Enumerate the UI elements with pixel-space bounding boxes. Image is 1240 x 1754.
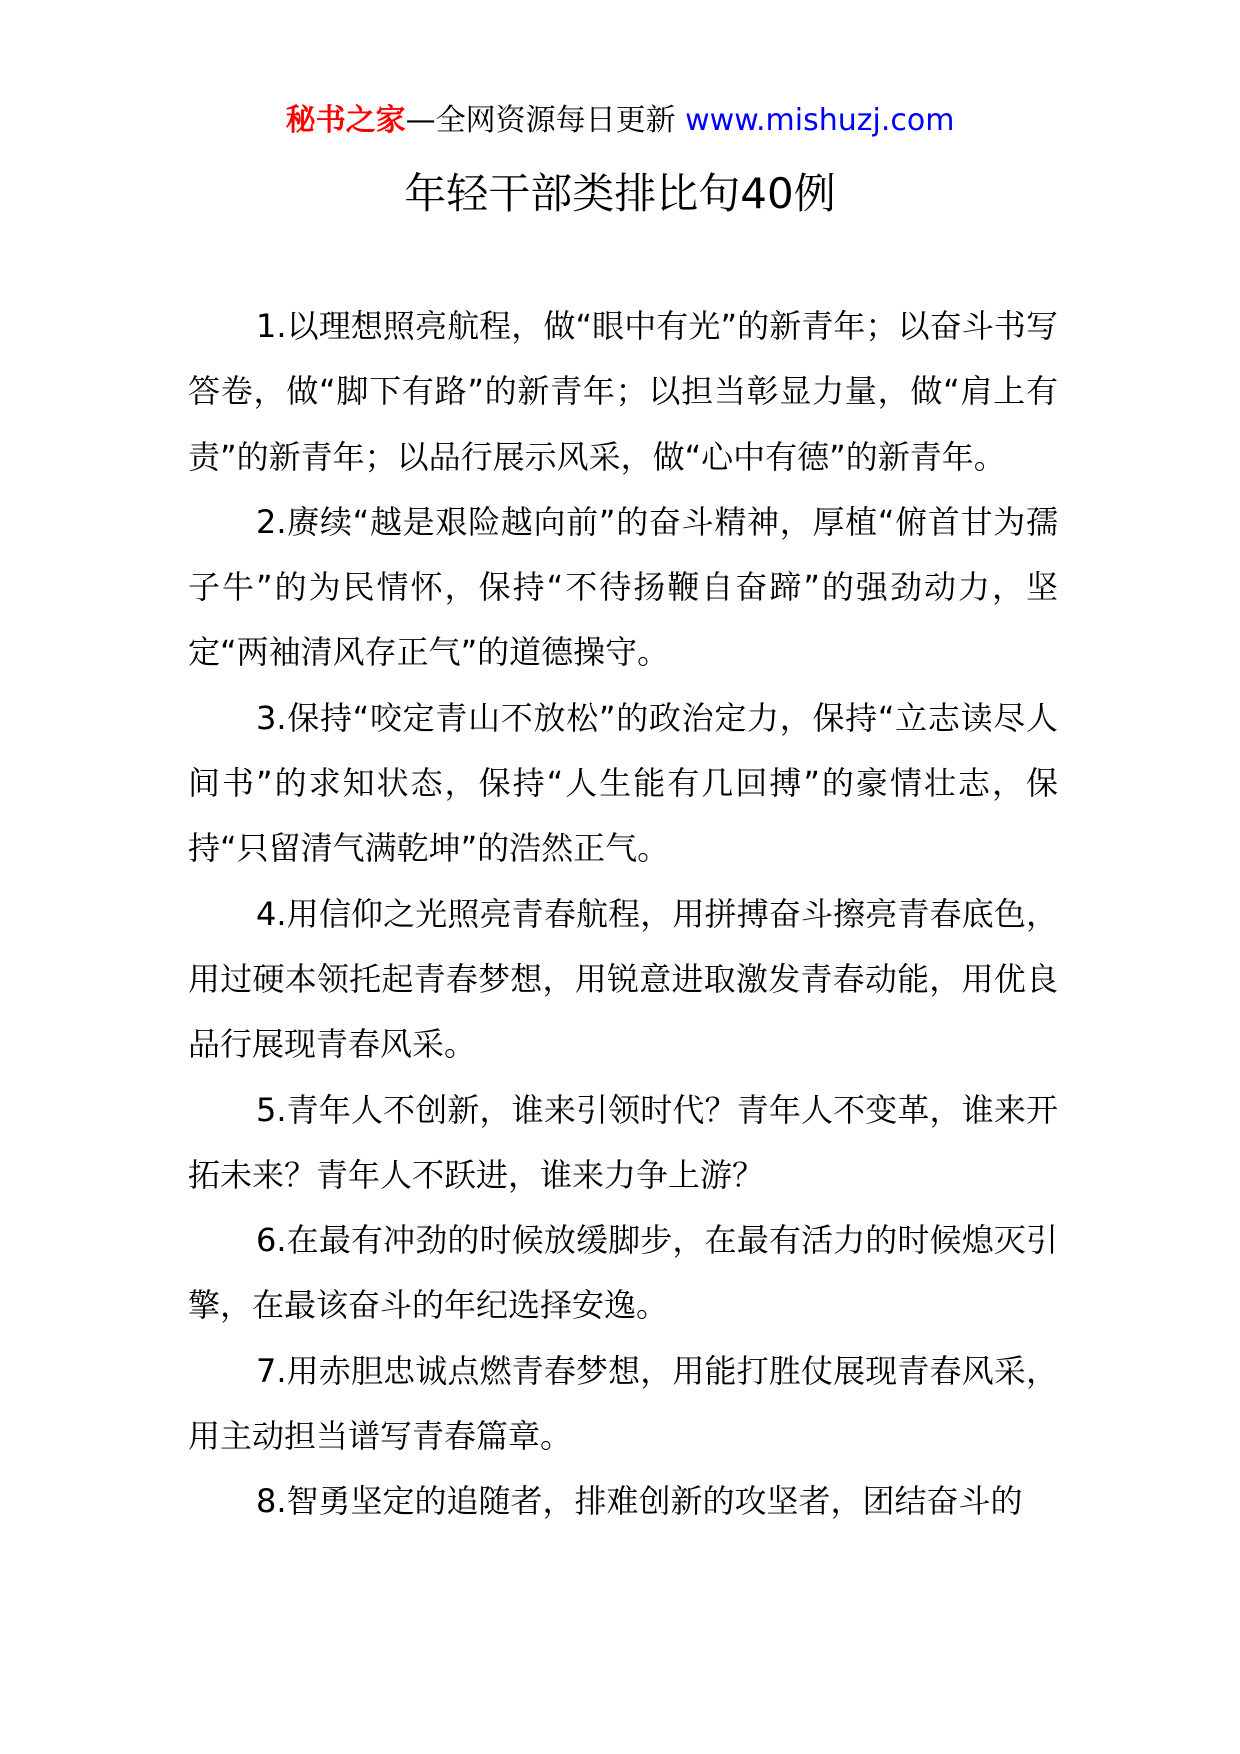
brand-name: 秘书之家	[285, 103, 406, 138]
paragraph-4: 4.用信仰之光照亮青春航程，用拼搏奋斗擦亮青春底色，用过硬本领托起青春梦想，用锐意进取激发青春动能，用优良品行展现青春风采。	[188, 894, 1058, 1064]
paragraph-8: 8.智勇坚定的追随者，排难创新的攻坚者，团结奋斗的	[256, 1482, 1023, 1521]
paragraph-7: 7.用赤胆忠诚点燃青春梦想，用能打胜仗展现青春风采，用主动担当谱写青春篇章。	[188, 1351, 1058, 1456]
paragraph-2: 2.赓续“越是艰险越向前”的奋斗精神，厚植“俯首甘为孺子牛”的为民情怀，保持“不待扬鞭自奋蹄”的强劲动力，坚定“两袖清风存正气”的道德操守。	[188, 502, 1058, 672]
document-body	[188, 294, 1058, 1535]
paragraph-5: 5.青年人不创新，谁来引领时代？青年人不变革，谁来开拓未来？青年人不跃进，谁来力争上游？	[188, 1090, 1058, 1194]
site-url-link[interactable]: www.mishuzj.com	[685, 103, 955, 138]
paragraph-1: 1.以理想照亮航程，做“眼中有光”的新青年；以奋斗书写答卷，做“脚下有路”的新青年；以担当彰显力量，做“肩上有责”的新青年；以品行展示风采，做“心中有德”的新青年。	[188, 307, 1058, 476]
document-title: 年轻干部类排比句40例	[404, 169, 836, 218]
paragraph-3: 3.保持“咬定青山不放松”的政治定力，保持“立志读尽人间书”的求知状态，保持“人生能有几回搏”的豪情壮志，保持“只留清气满乾坤”的浩然正气。	[188, 698, 1058, 868]
site-header	[0, 101, 1240, 141]
header-tagline: —全网资源每日更新	[405, 103, 686, 138]
paragraph-6: 6.在最有冲劲的时候放缓脚步，在最有活力的时候熄灭引擎，在最该奋斗的年纪选择安逸。	[188, 1221, 1058, 1325]
